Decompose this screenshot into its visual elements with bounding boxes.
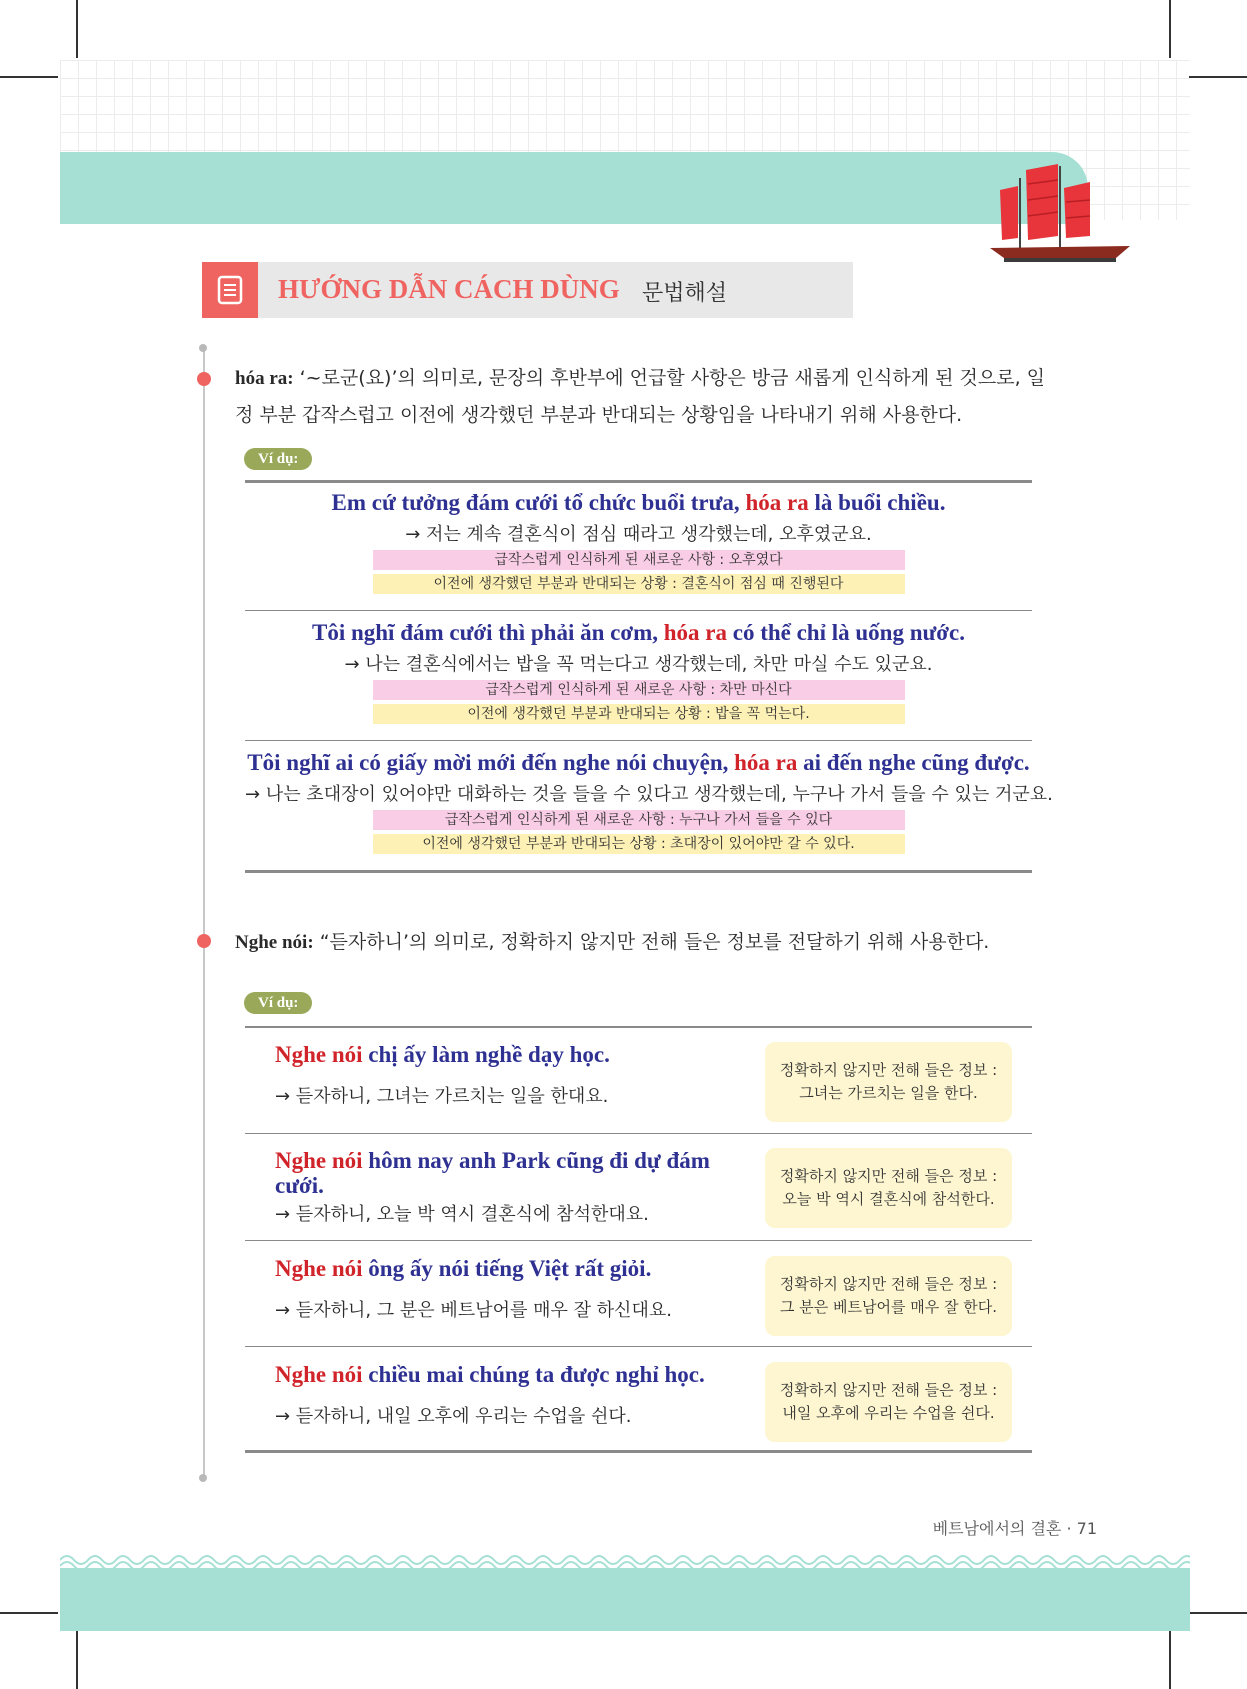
- divider: [245, 1026, 1032, 1028]
- example-row: [245, 1362, 1032, 1462]
- keyword-highlight: Nghe nói: [275, 1042, 363, 1067]
- keyword-highlight: Nghe nói: [275, 1256, 363, 1281]
- vietnamese-sentence: Tôi nghĩ ai có giấy mời mới đến nghe nói chuyện, hóa ra ai đến nghe cũng được.: [247, 750, 1030, 775]
- divider: [245, 480, 1032, 483]
- example-row: [245, 1148, 1032, 1248]
- new-fact-note: 급작스럽게 인식하게 된 새로운 사항 : 누구나 가서 들을 수 있다: [373, 810, 905, 830]
- crop-mark: [1189, 76, 1247, 78]
- crop-mark: [76, 0, 78, 58]
- header-band: [60, 152, 1088, 224]
- previous-belief-note: 이전에 생각했던 부분과 반대되는 상황 : 결혼식이 점심 때 진행된다: [373, 574, 905, 594]
- new-fact-note: 급작스럽게 인식하게 된 새로운 사항 : 차만 마신다: [373, 680, 905, 700]
- page-footer: [933, 1516, 1097, 1539]
- divider: [245, 1346, 1032, 1347]
- example-label: Ví dụ:: [244, 448, 312, 470]
- korean-translation: → 나는 초대장이 있어야만 대화하는 것을 들을 수 있다고 생각했는데, 누구나 가서 들을 수 있는 거군요.: [245, 784, 1053, 805]
- korean-translation: → 듣자하니, 오늘 박 역시 결혼식에 참석한대요.: [275, 1204, 649, 1225]
- description-line: “듣자하니’의 의미로, 정확하지 않지만 전해 들은 정보를 전달하기 위해 사용한다.: [319, 931, 990, 953]
- divider: [245, 740, 1032, 741]
- hoa-ra-description: [235, 360, 1045, 433]
- crop-mark: [1189, 1612, 1247, 1614]
- page-number: 71: [1076, 1519, 1097, 1538]
- vietnamese-sentence: Nghe nói chiều mai chúng ta được nghỉ học.: [275, 1362, 705, 1387]
- previous-belief-note: 이전에 생각했던 부분과 반대되는 상황 : 밥을 꼭 먹는다.: [373, 704, 905, 724]
- keyword-highlight: hóa ra: [745, 490, 809, 515]
- keyword-highlight: hóa ra: [734, 750, 798, 775]
- hearsay-note: 정확하지 않지만 전해 들은 정보 : 오늘 박 역시 결혼식에 참석한다.: [765, 1148, 1012, 1228]
- hearsay-note: 정확하지 않지만 전해 들은 정보 : 그녀는 가르치는 일을 한다.: [765, 1042, 1012, 1122]
- korean-translation: → 나는 결혼식에서는 밥을 꼭 먹는다고 생각했는데, 차만 마실 수도 있군요.: [344, 654, 933, 675]
- description-line-2: 정 부분 갑작스럽고 이전에 생각했던 부분과 반대되는 상황임을 나타내기 위해 사용한다.: [235, 404, 963, 426]
- divider: [245, 1450, 1032, 1453]
- example-block: [245, 620, 1032, 724]
- keyword-highlight: Nghe nói: [275, 1148, 363, 1173]
- keyword-highlight: Nghe nói: [275, 1362, 363, 1387]
- crop-mark: [76, 1631, 78, 1689]
- example-row: [245, 1256, 1032, 1356]
- crop-mark: [0, 1612, 58, 1614]
- section-bullet: [197, 934, 211, 948]
- section-bullet: [197, 372, 211, 386]
- example-block: [245, 750, 1053, 854]
- crop-mark: [1169, 1631, 1171, 1689]
- new-fact-note: 급작스럽게 인식하게 된 새로운 사항 : 오후였다: [373, 550, 905, 570]
- example-row: [245, 1042, 1032, 1142]
- korean-translation: → 듣자하니, 그 분은 베트남어를 매우 잘 하신대요.: [275, 1300, 672, 1321]
- keyword-highlight: hóa ra: [663, 620, 727, 645]
- footer-band: [60, 1568, 1190, 1631]
- vietnamese-sentence: Tôi nghĩ đám cưới thì phải ăn cơm, hóa ra có thể chỉ là uống nước.: [311, 620, 966, 645]
- example-block: [245, 490, 1032, 594]
- divider: [245, 610, 1032, 611]
- crop-mark: [1169, 0, 1171, 58]
- timeline-dot: [199, 344, 207, 352]
- section-header: [202, 262, 853, 318]
- term-nghe-noi: Nghe nói:: [235, 932, 314, 953]
- chapter-title: 베트남에서의 결혼 ·: [932, 1519, 1072, 1538]
- previous-belief-note: 이전에 생각했던 부분과 반대되는 상황 : 초대장이 있어야만 갈 수 있다.: [373, 834, 905, 854]
- vietnamese-sentence: Nghe nói ông ấy nói tiếng Việt rất giỏi.: [275, 1256, 652, 1281]
- hearsay-note: 정확하지 않지만 전해 들은 정보 : 그 분은 베트남어를 매우 잘 한다.: [765, 1256, 1012, 1336]
- korean-translation: → 듣자하니, 내일 오후에 우리는 수업을 쉰다.: [275, 1406, 632, 1427]
- divider: [245, 1133, 1032, 1134]
- divider: [245, 1240, 1032, 1241]
- vietnamese-sentence: Em cứ tưởng đám cưới tổ chức buổi trưa, hóa ra là buổi chiều.: [331, 490, 946, 515]
- term-hoa-ra: hóa ra:: [235, 368, 294, 389]
- document-icon: [202, 262, 258, 318]
- timeline-dot: [199, 1474, 207, 1482]
- hearsay-note: 정확하지 않지만 전해 들은 정보 : 내일 오후에 우리는 수업을 쉰다.: [765, 1362, 1012, 1442]
- crop-mark: [0, 76, 58, 78]
- divider: [245, 870, 1032, 873]
- vietnamese-sentence: Nghe nói hôm nay anh Park cũng đi dự đám cưới.: [275, 1148, 710, 1198]
- korean-translation: → 저는 계속 결혼식이 점심 때라고 생각했는데, 오후였군요.: [405, 524, 872, 545]
- nghe-noi-description: [235, 924, 1045, 961]
- sailing-junk-icon: [990, 160, 1130, 270]
- example-label: Ví dụ:: [244, 992, 312, 1014]
- section-subtitle: 문법해설: [642, 281, 728, 306]
- description-line-1: ‘~로군(요)’의 의미로, 문장의 후반부에 언급할 사항은 방금 새롭게 인식하게 된 것으로, 일: [299, 367, 1046, 389]
- korean-translation: → 듣자하니, 그녀는 가르치는 일을 한대요.: [275, 1086, 609, 1107]
- section-title: HƯỚNG DẪN CÁCH DÙNG: [278, 274, 620, 304]
- vietnamese-sentence: Nghe nói chị ấy làm nghề dạy học.: [275, 1042, 610, 1067]
- timeline-line: [203, 346, 205, 1476]
